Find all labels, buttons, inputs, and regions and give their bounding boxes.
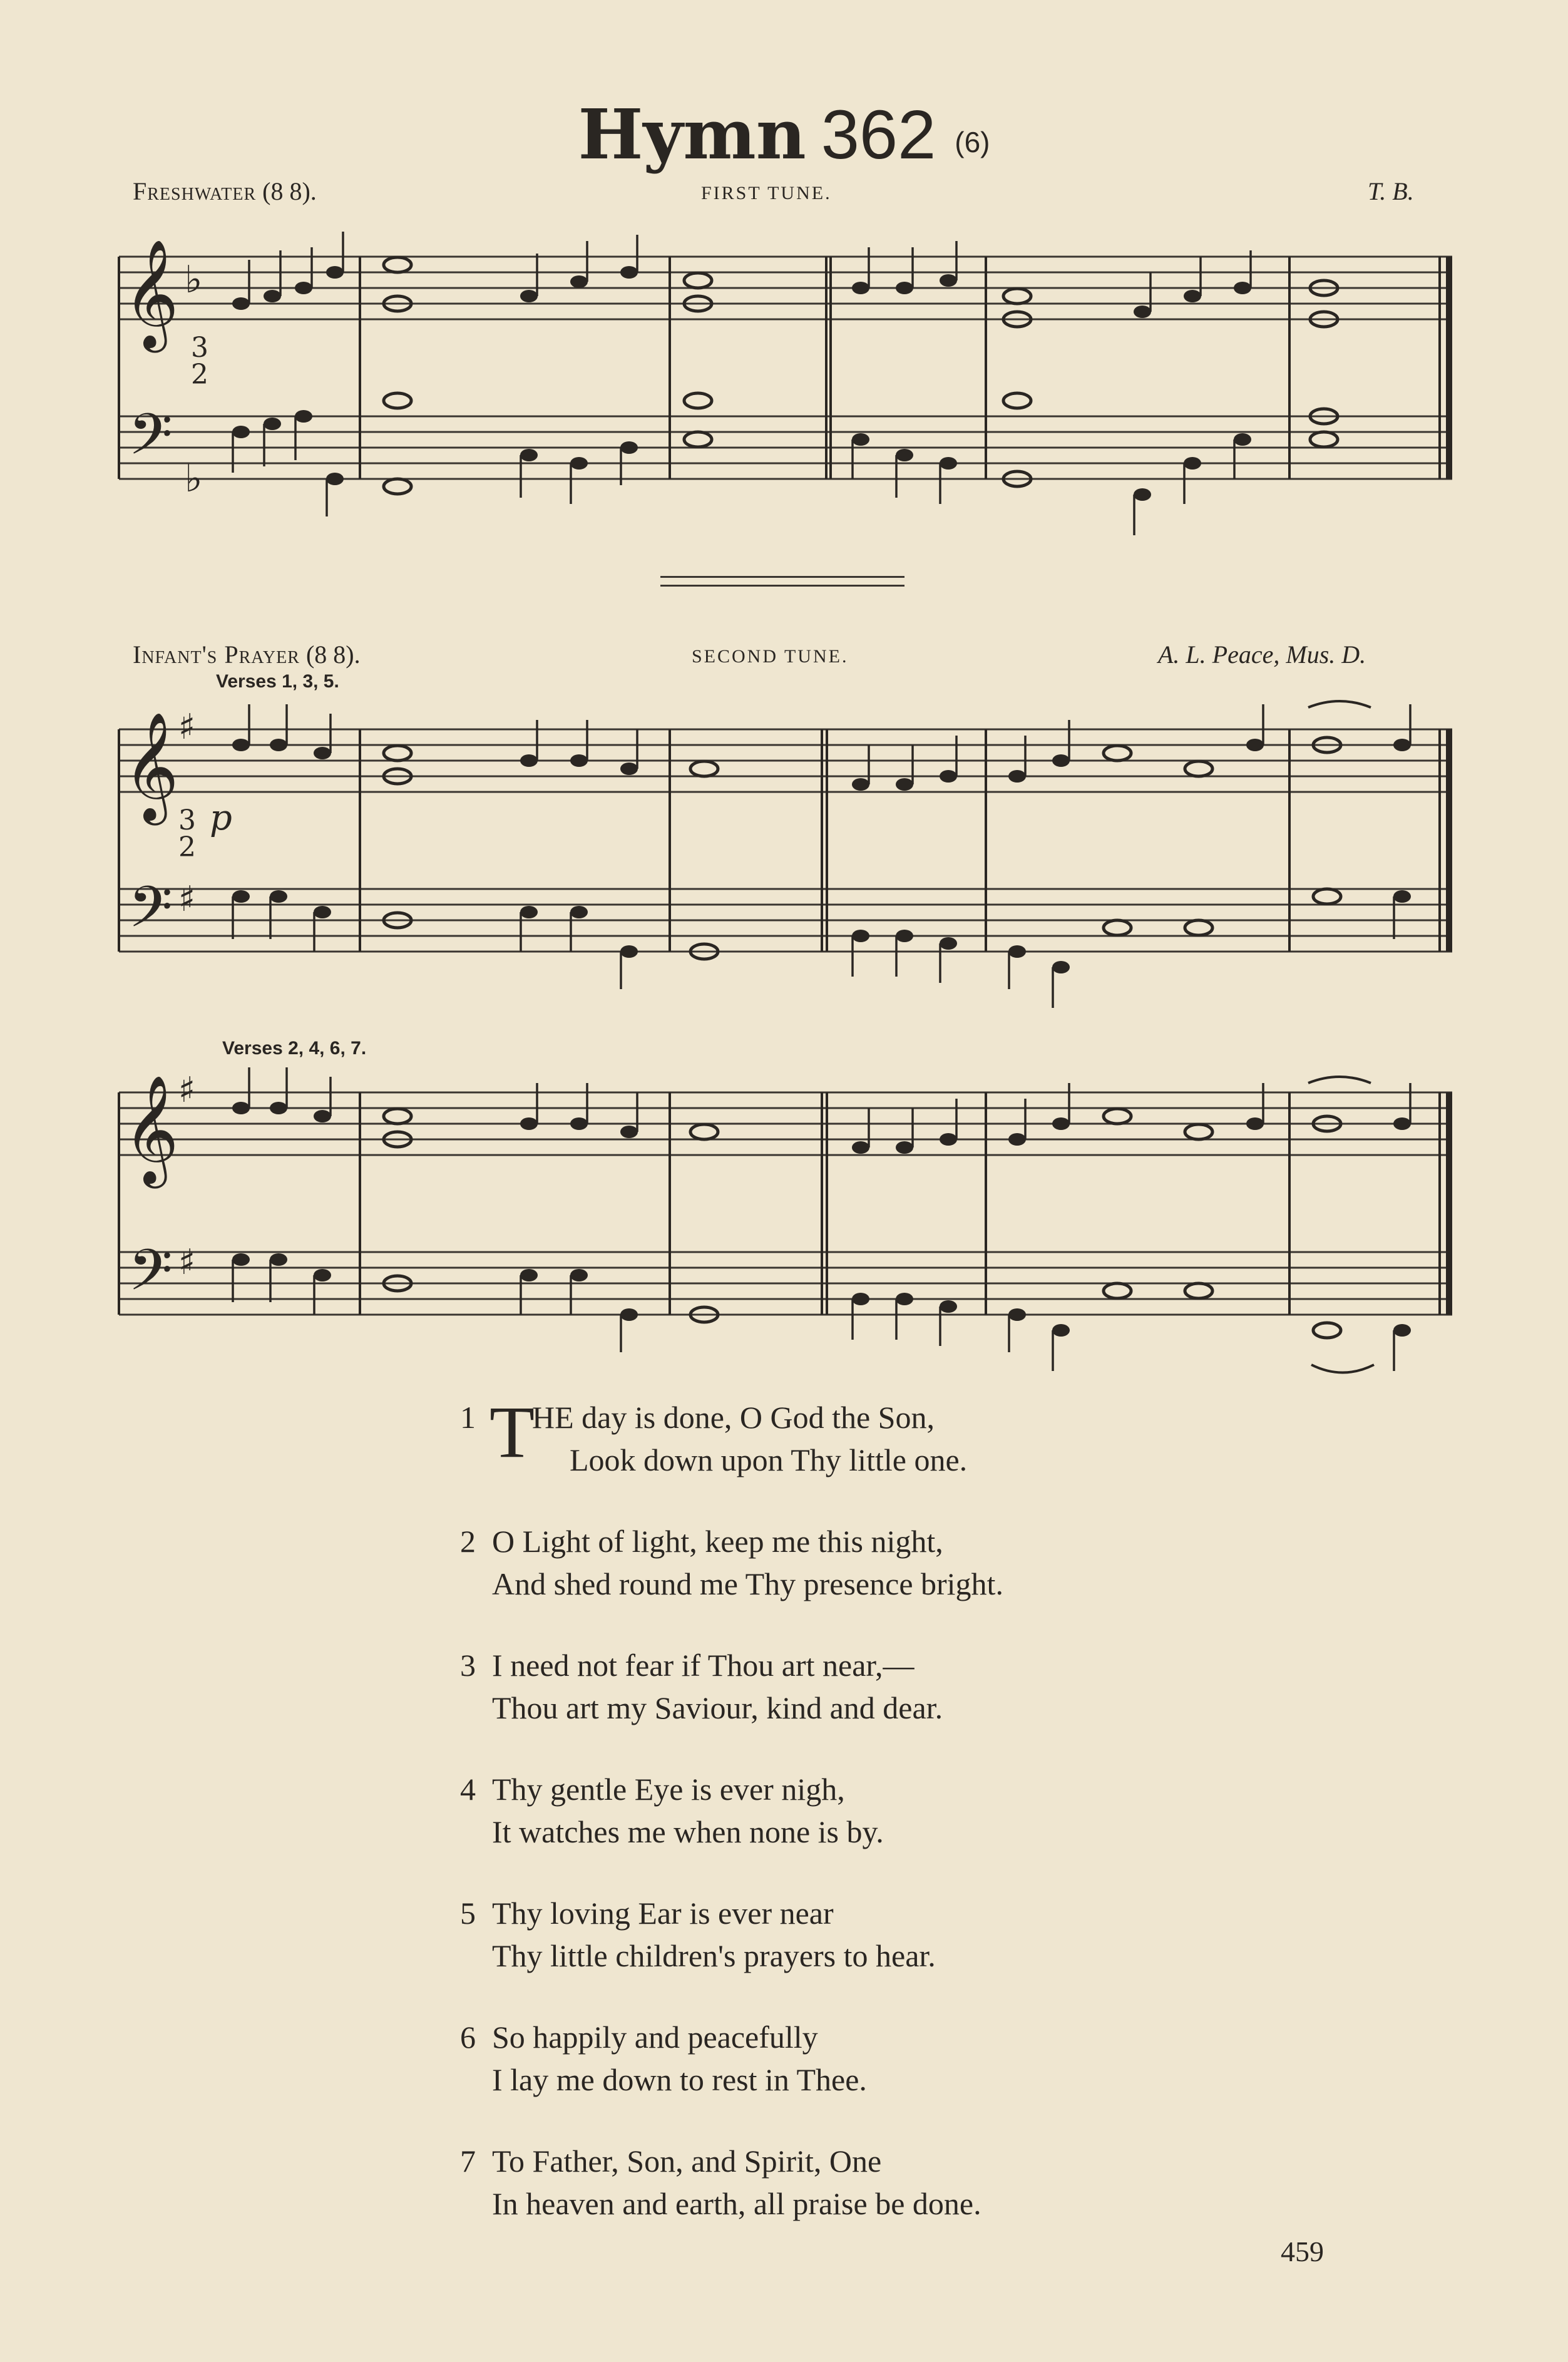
verse — [438, 1391, 1314, 1481]
verse-number: 6 — [460, 2020, 476, 2055]
tune2-composer: A. L. Peace, Mus. D. — [1158, 640, 1366, 669]
verse-line: To Father, Son, and Spirit, One — [492, 2144, 882, 2179]
verse — [438, 1644, 1314, 1729]
time-sig-bottom: 2 — [178, 831, 196, 863]
verse-line: In heaven and earth, all praise be done. — [492, 2186, 981, 2221]
verse-line: I lay me down to rest in Thee. — [492, 2062, 867, 2097]
svg-text:𝄢: 𝄢 — [128, 874, 173, 954]
tune2-name: Infant's Prayer — [133, 640, 300, 669]
time-sig-top: 3 — [178, 804, 196, 836]
svg-text:♯: ♯ — [178, 1070, 196, 1111]
tune1-composer: T. B. — [1368, 177, 1414, 205]
treble-staff — [119, 729, 1452, 792]
score-first-tune — [116, 222, 1462, 548]
time-sig-top: 3 — [191, 332, 208, 364]
svg-text:♯: ♯ — [178, 879, 196, 920]
verse-line: I need not fear if Thou art near,— — [492, 1648, 915, 1683]
tune2-meter: (8 8). — [305, 640, 361, 669]
svg-text:𝄞: 𝄞 — [123, 712, 179, 821]
score-second-tune-a — [116, 695, 1462, 1020]
drop-cap: T — [489, 1391, 535, 1473]
verse-number: 5 — [460, 1896, 476, 1931]
page-number: 459 — [1281, 2236, 1324, 2267]
verses-a-label: Verses 1, 3, 5. — [216, 671, 339, 692]
verse-line: O Light of light, keep me this night, — [492, 1524, 943, 1559]
verse-line: HE day is done, O God the Son, — [532, 1400, 935, 1435]
svg-text:𝄢: 𝄢 — [128, 1237, 173, 1317]
divider-top — [660, 576, 904, 578]
note-marks — [232, 232, 1338, 535]
verse-number: 7 — [460, 2144, 476, 2179]
bass-staff — [119, 1252, 1452, 1315]
hymn-meter: (6) — [955, 126, 990, 158]
time-sig-bottom: 2 — [191, 359, 208, 391]
hymn-verses — [438, 1391, 1314, 2264]
score-second-tune-b — [116, 1058, 1462, 1384]
svg-text:♯: ♯ — [178, 707, 196, 747]
verse-number: 4 — [460, 1772, 476, 1807]
hymn-number: 362 — [821, 96, 936, 173]
verse-line: So happily and peacefully — [492, 2020, 818, 2055]
verse — [438, 1892, 1314, 1977]
svg-text:𝄞: 𝄞 — [123, 1075, 179, 1184]
hymn-title-word: Hymn — [578, 94, 806, 175]
verse-line: Thy little children's prayers to hear. — [492, 1938, 936, 1973]
treble-staff — [119, 257, 1452, 319]
verse-line: And shed round me Thy presence bright. — [492, 1566, 1003, 1601]
verse — [438, 1768, 1314, 1853]
svg-text:♯: ♯ — [178, 1242, 196, 1283]
bass-staff — [119, 416, 1452, 479]
verse-number: 1 — [460, 1400, 476, 1435]
tune2-name-line — [133, 640, 361, 669]
dynamic-piano: p — [210, 798, 232, 838]
treble-clef: 𝄞 — [123, 239, 179, 348]
verse-line: Look down upon Thy little one. — [570, 1442, 968, 1477]
verses-b-label: Verses 2, 4, 6, 7. — [222, 1038, 367, 1059]
verse-number: 3 — [460, 1648, 476, 1683]
tune1-name: Freshwater — [133, 177, 257, 205]
divider-bottom — [660, 585, 904, 587]
key-flat-bass: ♭ — [185, 457, 203, 501]
verse — [438, 2140, 1314, 2225]
verse — [438, 2016, 1314, 2101]
tune1-label: FIRST TUNE. — [701, 183, 832, 203]
verse-line: Thou art my Saviour, kind and dear. — [492, 1690, 943, 1725]
tune2-label: SECOND TUNE. — [692, 646, 849, 667]
bass-clef: 𝄢 — [128, 401, 173, 481]
hymn-title — [0, 94, 1568, 183]
verse-line: Thy loving Ear is ever near — [492, 1896, 834, 1931]
tune1-name-line — [133, 177, 317, 206]
verse — [438, 1520, 1314, 1605]
tune1-meter: (8 8). — [262, 177, 317, 205]
bass-staff — [119, 889, 1452, 952]
verse-line: It watches me when none is by. — [492, 1814, 884, 1849]
key-flat-treble: ♭ — [185, 258, 203, 302]
verse-number: 2 — [460, 1524, 476, 1559]
verse-line: Thy gentle Eye is ever nigh, — [492, 1772, 845, 1807]
